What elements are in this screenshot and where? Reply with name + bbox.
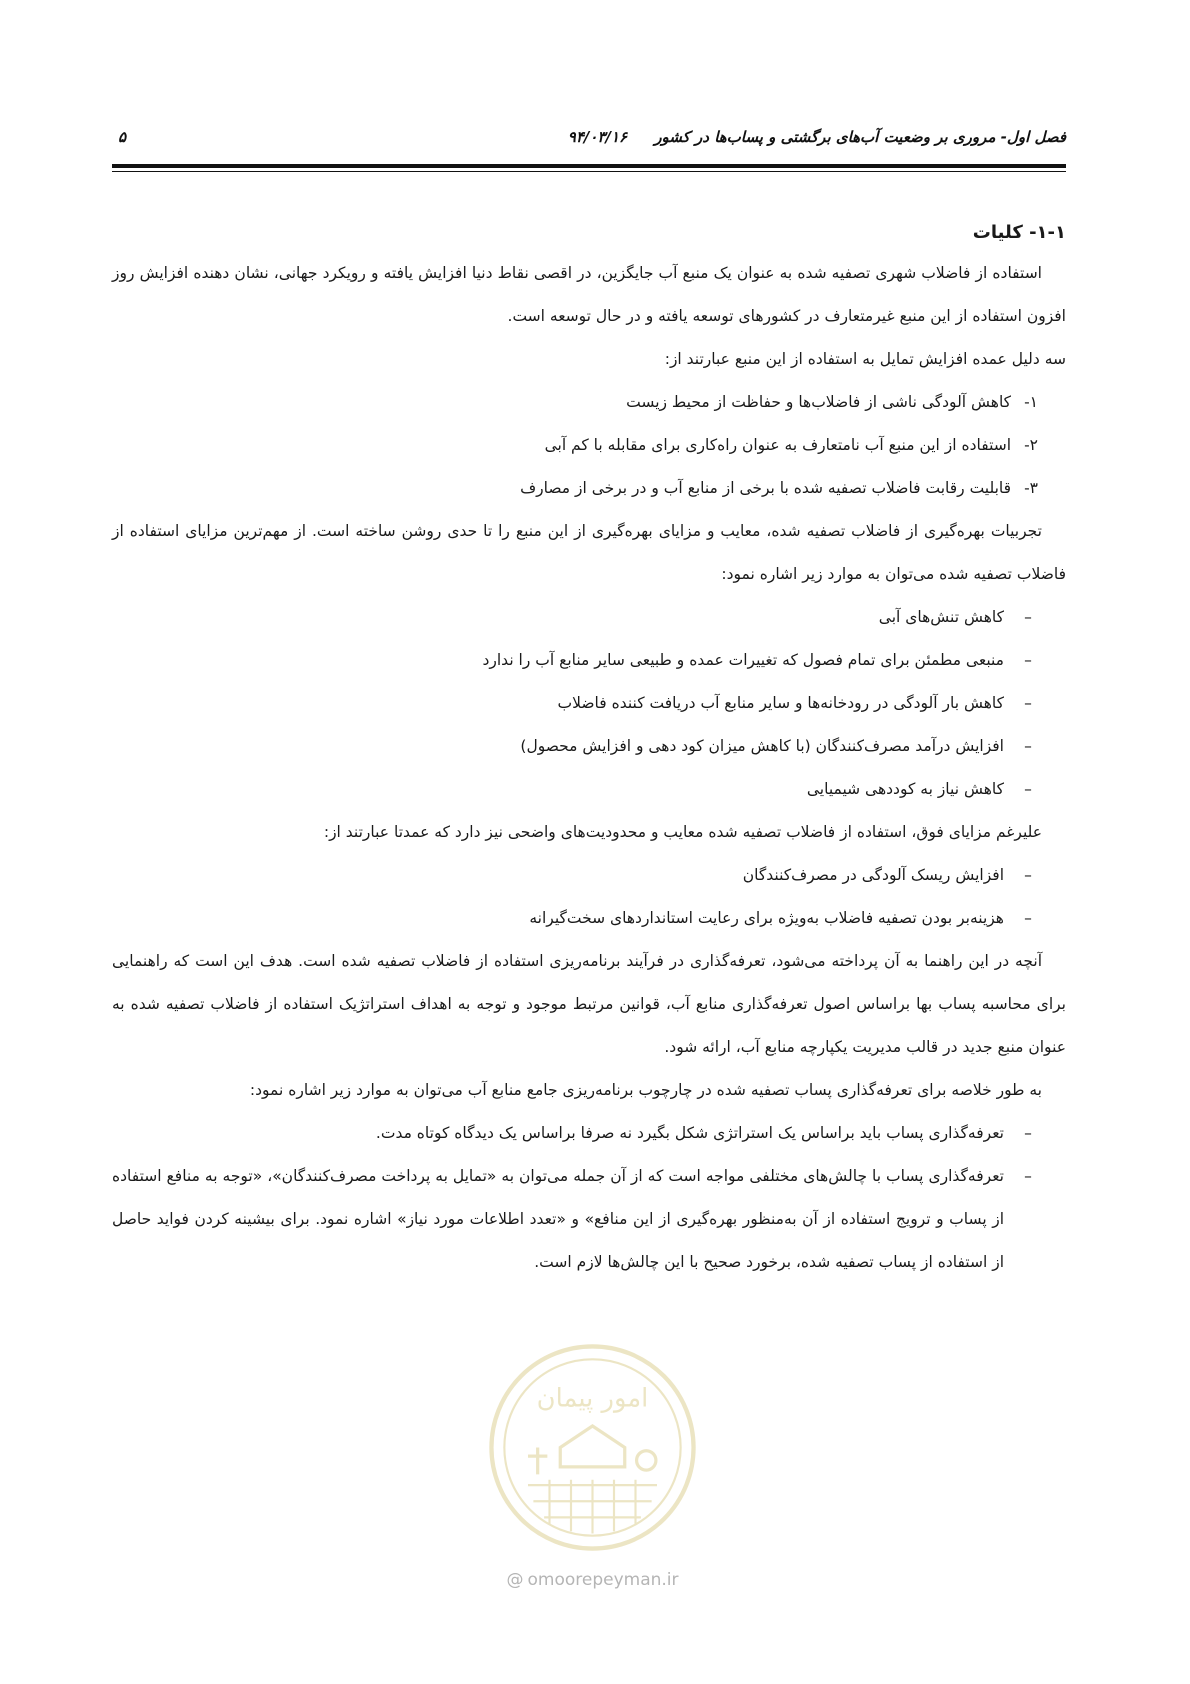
summary-list <box>112 1112 1066 1284</box>
section-heading: ۱-۱- کلیات <box>972 222 1066 243</box>
bullet-dash: – <box>1024 866 1032 884</box>
list-item-text: کاهش تنش‌های آبی <box>878 608 1004 626</box>
list-item <box>112 682 1038 725</box>
list-item <box>112 1112 1038 1155</box>
list-item-text: کاهش بار آلودگی در رودخانه‌ها و سایر منابع آب دریافت کننده فاضلاب <box>557 694 1004 712</box>
reasons-list <box>112 381 1066 510</box>
summary-intro: به طور خلاصه برای تعرفه‌گذاری پساب تصفیه شده در چارچوب برنامه‌ریزی جامع منابع آب می‌توان به موارد زیر اشاره نمود: <box>249 1081 1042 1099</box>
list-number: ۳- <box>1024 479 1038 497</box>
intro-paragraph: استفاده از فاضلاب شهری تصفیه شده به عنوان یک منبع آب جایگزین، در اقصی نقاط دنیا افزایش یافته و رویکرد جهانی، نشان دهنده افزایش روز افزون استفاده از این منبع غیرمتعارف در کشورهای توسعه یافته و در حال توسعه است. <box>112 264 1066 325</box>
reasons-intro: سه دلیل عمده افزایش تمایل به استفاده از این منبع عبارتند از: <box>664 350 1066 368</box>
disadvantages-list <box>112 854 1066 940</box>
list-item-text: کاهش نیاز به کوددهی شیمیایی <box>806 780 1004 798</box>
bullet-dash: – <box>1024 608 1032 626</box>
bullet-dash: – <box>1024 651 1032 669</box>
bullet-dash: – <box>1024 1167 1032 1185</box>
bullet-dash: – <box>1024 1124 1032 1142</box>
watermark-site <box>485 1570 700 1590</box>
list-item-text: استفاده از این منبع آب نامتعارف به عنوان راه‌کاری برای مقابله با کم آبی <box>544 436 1012 454</box>
list-item <box>112 381 1038 424</box>
list-item <box>112 897 1038 940</box>
bullet-dash: – <box>1024 780 1032 798</box>
list-item-text: تعرفه‌گذاری پساب با چالش‌های مختلفی مواجه است که از آن جمله می‌توان به «تمایل به پرداخت مصرف‌کنندگان»، «توجه به منافع استفاده از پساب و ترویج استفاده از آن به‌منظور بهره‌گیری از این منافع» و «تعدد اطلاعات مورد نیاز» اشاره نمود. برای بیشینه کردن فواید حاصل از استفاده از پساب تصفیه شده، برخورد صحیح با این چالش‌ها لازم است. <box>112 1167 1004 1271</box>
chapter-title <box>568 128 1066 146</box>
list-item-text: تعرفه‌گذاری پساب باید براساس یک استراتژی شکل بگیرد نه صرفا براساس یک دیدگاه کوتاه مدت. <box>375 1124 1004 1142</box>
bullet-dash: – <box>1024 737 1032 755</box>
running-header <box>112 128 1066 158</box>
advantages-list <box>112 596 1066 811</box>
list-item-text: هزینه‌بر بودن تصفیه فاضلاب به‌ویژه برای رعایت استانداردهای سخت‌گیرانه <box>529 909 1004 927</box>
watermark-site-text: omoorepeyman.ir <box>527 1570 679 1590</box>
list-item-text: منبعی مطمئن برای تمام فصول که تغییرات عمده و طبیعی سایر منابع آب را ندارد <box>482 651 1004 669</box>
advantages-intro: تجربیات بهره‌گیری از فاضلاب تصفیه شده، معایب و مزایای بهره‌گیری از این منبع را تا حدی روشن ساخته است. از مهم‌ترین مزایای استفاده از فاضلاب تصفیه شده می‌توان به موارد زیر اشاره نمود: <box>112 522 1066 583</box>
header-date: ۹۴/۰۳/۱۶ <box>567 128 628 146</box>
list-item <box>112 1155 1038 1284</box>
bullet-dash: – <box>1024 909 1032 927</box>
list-item-text: افزایش ریسک آلودگی در مصرف‌کنندگان <box>742 866 1004 884</box>
page-number: ۵ <box>118 128 127 146</box>
header-rule-thin <box>112 171 1066 172</box>
list-item <box>112 467 1038 510</box>
list-item <box>112 596 1038 639</box>
at-icon: @ <box>506 1570 524 1590</box>
list-item-text: قابلیت رقابت فاضلاب تصفیه شده با برخی از منابع آب و در برخی از مصارف <box>520 479 1012 497</box>
list-item <box>112 639 1038 682</box>
watermark-seal-icon <box>485 1340 700 1555</box>
list-item-text: کاهش آلودگی ناشی از فاضلاب‌ها و حفاظت از محیط زیست <box>626 393 1012 411</box>
chapter-title-text: فصل اول- مروری بر وضعیت آب‌های برگشتی و پساب‌ها در کشور <box>654 128 1066 146</box>
list-item <box>112 725 1038 768</box>
bullet-dash: – <box>1024 694 1032 712</box>
header-rule-thick <box>112 164 1066 168</box>
list-item <box>112 768 1038 811</box>
seal-text: امور پیمان <box>536 1383 649 1414</box>
guide-paragraph: آنچه در این راهنما به آن پرداخته می‌شود، تعرفه‌گذاری در فرآیند برنامه‌ریزی استفاده از فاضلاب تصفیه شده است. هدف این است که راهنمایی برای محاسبه پساب بها براساس اصول تعرفه‌گذاری منابع آب، قوانین مرتبط موجود و توجه به اهداف استراتژیک استفاده از فاضلاب تصفیه شده به عنوان منبع جدید در قالب مدیریت یکپارچه منابع آب، ارائه شود. <box>112 952 1066 1056</box>
main-content <box>112 214 1066 1284</box>
list-item-text: افزایش درآمد مصرف‌کنندگان (با کاهش میزان کود دهی و افزایش محصول) <box>520 737 1004 755</box>
disadvantages-intro: علیرغم مزایای فوق، استفاده از فاضلاب تصفیه شده معایب و محدودیت‌های واضحی نیز دارد که عمدتا عبارتند از: <box>323 823 1042 841</box>
list-item <box>112 424 1038 467</box>
list-number: ۲- <box>1024 436 1038 454</box>
list-item <box>112 854 1038 897</box>
list-number: ۱- <box>1024 393 1038 411</box>
